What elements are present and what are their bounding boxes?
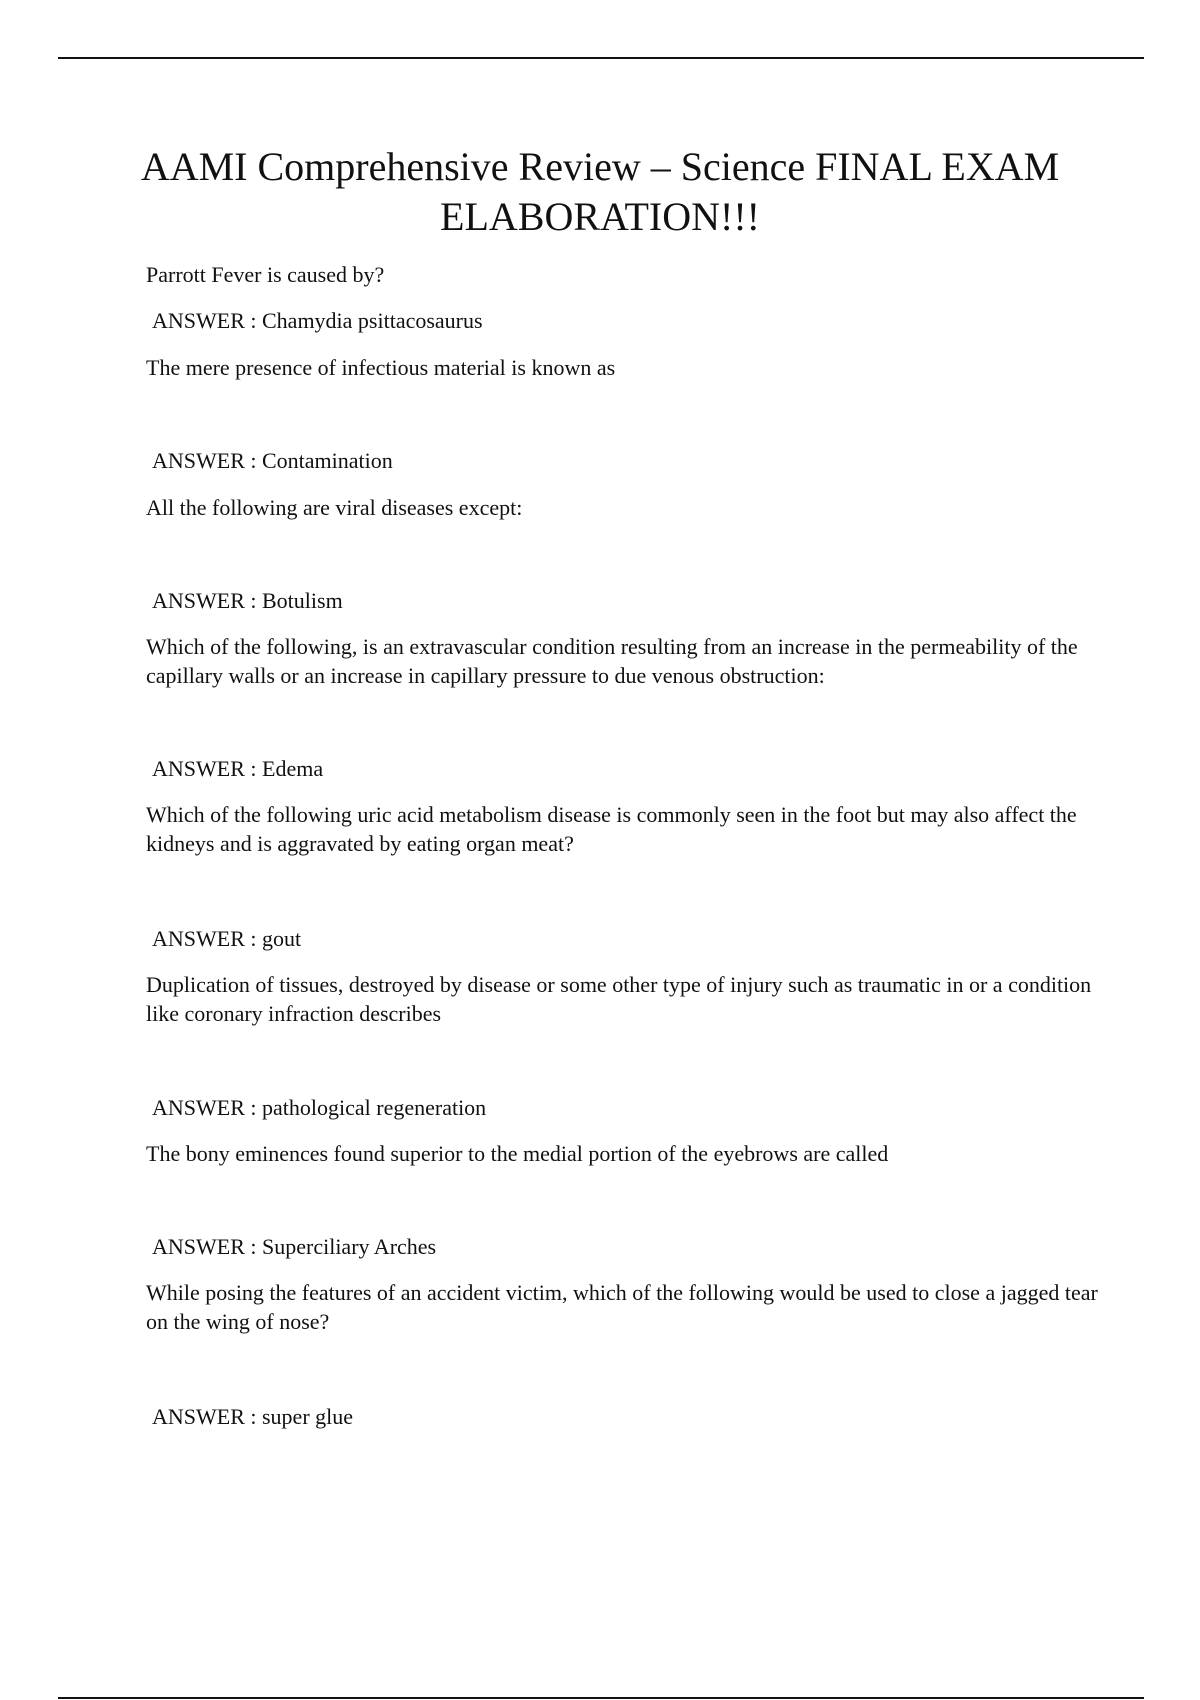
document-title: AAMI Comprehensive Review – Science FINAL EXAM ELABORATION!!! [140,144,1060,239]
answer-6: ANSWER : pathological regeneration [152,1095,487,1120]
question-5: Which of the following uric acid metabolism disease is commonly seen in the foot but may also affect the kidneys and is aggravated by eating organ meat? [146,802,1077,856]
answer-3: ANSWER : Botulism [152,588,343,613]
answer-1: ANSWER : Chamydia psittacosaurus [152,308,483,333]
answer-4: ANSWER : Edema [152,756,324,781]
answer-8: ANSWER : super glue [152,1404,354,1429]
question-4: Which of the following, is an extravascular condition resulting from an increase in the permeability of the capillary walls or an increase in capillary pressure to due venous obstruction: [146,634,1078,688]
question-7: The bony eminences found superior to the medial portion of the eyebrows are called [146,1141,889,1166]
answer-2: ANSWER : Contamination [152,448,393,473]
question-8: While posing the features of an accident victim, which of the following would be used to close a jagged tear on the wing of nose? [146,1280,1098,1334]
top-divider [58,57,1144,59]
question-1: Parrott Fever is caused by? [146,262,385,287]
question-2: The mere presence of infectious material is known as [146,355,616,380]
question-6: Duplication of tissues, destroyed by disease or some other type of injury such as traumatic in or a condition like coronary infraction describes [146,972,1092,1026]
answer-5: ANSWER : gout [152,926,302,951]
question-3: All the following are viral diseases except: [146,495,523,520]
answer-7: ANSWER : Superciliary Arches [152,1234,437,1259]
bottom-divider [58,1697,1144,1699]
